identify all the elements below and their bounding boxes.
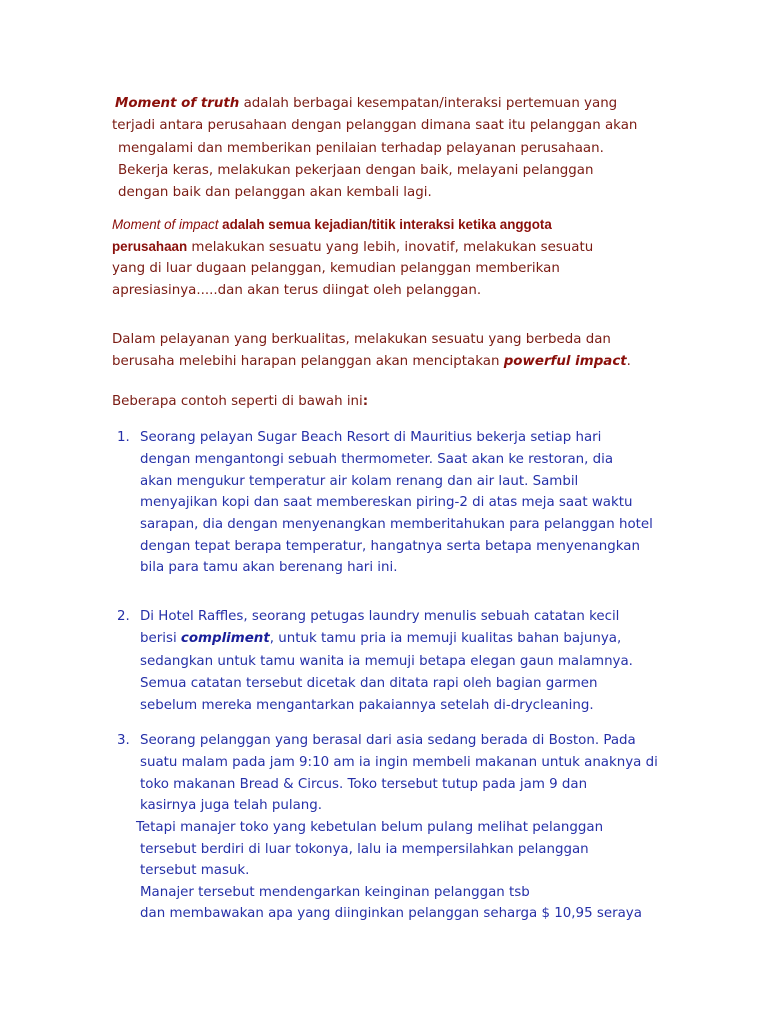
para1-line-2: terjadi antara perusahaan dengan pelanggan dimana saat itu pelanggan akan	[112, 118, 638, 133]
item1-line-1: Seorang pelayan Sugar Beach Resort di Mauritius bekerja setiap hari	[140, 430, 602, 445]
compliment-emphasis: compliment	[180, 631, 270, 646]
para1-line-1	[115, 93, 617, 116]
item3-line-5: Tetapi manajer toko yang kebetulan belum pulang melihat pelanggan	[136, 820, 604, 835]
item3-line-4: kasirnya juga telah pulang.	[140, 798, 323, 813]
item3-line-2: suatu malam pada jam 9:10 am ia ingin membeli makanan untuk anaknya di	[140, 755, 658, 770]
para1-text: adalah berbagai kesempatan/interaksi pertemuan yang	[239, 96, 618, 111]
item3-line-1: Seorang pelanggan yang berasal dari asia sedang berada di Boston. Pada	[140, 733, 636, 748]
para2-line-1	[112, 214, 552, 238]
para4-line	[112, 391, 368, 414]
item3-line-3: toko makanan Bread & Circus. Toko tersebut tutup pada jam 9 dan	[140, 777, 588, 792]
para2-text: melakukan sesuatu yang lebih, inovatif, melakukan sesuatu	[187, 240, 594, 255]
item1-line-7: bila para tamu akan berenang hari ini.	[140, 560, 398, 575]
para3-period: .	[626, 354, 631, 369]
item2-line-4: Semua catatan tersebut dicetak dan ditata rapi oleh bagian garmen	[140, 676, 598, 691]
para2-line-4: apresiasinya.....dan akan terus diingat oleh pelanggan.	[112, 283, 482, 298]
item2-line-3: sedangkan untuk tamu wanita ia memuji betapa elegan gaun malamnya.	[140, 654, 633, 669]
para3-line-2	[112, 351, 631, 374]
para4-text: Beberapa contoh seperti di bawah ini	[112, 394, 363, 409]
item2-line-5: sebelum mereka mengantarkan pakaiannya setelah di-drycleaning.	[140, 698, 594, 713]
list-number-2: 2.	[117, 609, 130, 624]
item1-line-6: dengan tepat berapa temperatur, hangatnya serta betapa menyenangkan	[140, 539, 640, 554]
term-moment-of-impact: Moment of impact	[112, 217, 219, 232]
para1-line-3: mengalami dan memberikan penilaian terhadap pelayanan perusahaan.	[118, 141, 604, 156]
item1-line-2: dengan mengantongi sebuah thermometer. Saat akan ke restoran, dia	[140, 452, 614, 467]
para4-colon: :	[362, 394, 369, 409]
item2-text-post: , untuk tamu pria ia memuji kualitas bahan bajunya,	[269, 631, 622, 646]
item2-line-1: Di Hotel Raffles, seorang petugas laundry menulis sebuah catatan kecil	[140, 609, 620, 624]
para2-line-2	[112, 236, 593, 260]
item1-line-4: menyajikan kopi dan saat membereskan piring-2 di atas meja saat waktu	[140, 495, 633, 510]
item2-text-pre: berisi	[140, 631, 181, 646]
term-moment-of-truth: Moment of truth	[115, 96, 240, 111]
item3-line-7: tersebut masuk.	[140, 863, 250, 878]
list-number-3: 3.	[117, 733, 130, 748]
item2-line-2	[140, 628, 621, 651]
para2-bold-word: perusahaan	[112, 239, 188, 254]
item3-line-6: tersebut berdiri di luar tokonya, lalu ia mempersilahkan pelanggan	[140, 842, 589, 857]
powerful-impact-emphasis: powerful impact	[503, 354, 627, 369]
para3-line-1: Dalam pelayanan yang berkualitas, melakukan sesuatu yang berbeda dan	[112, 332, 611, 347]
para2-line-3: yang di luar dugaan pelanggan, kemudian pelanggan memberikan	[112, 261, 560, 276]
list-number-1: 1.	[117, 430, 130, 445]
item3-line-9: dan membawakan apa yang diinginkan pelanggan seharga $ 10,95 seraya	[140, 906, 642, 921]
item1-line-5: sarapan, dia dengan menyenangkan memberitahukan para pelanggan hotel	[140, 517, 653, 532]
para2-definition: adalah semua kejadian/titik interaksi ketika anggota	[218, 217, 552, 232]
item3-line-8: Manajer tersebut mendengarkan keinginan pelanggan tsb	[140, 885, 530, 900]
item1-line-3: akan mengukur temperatur air kolam renang dan air laut. Sambil	[140, 474, 579, 489]
para1-line-4: Bekerja keras, melakukan pekerjaan dengan baik, melayani pelanggan	[118, 163, 594, 178]
para3-text: berusaha melebihi harapan pelanggan akan menciptakan	[112, 354, 504, 369]
para1-line-5: dengan baik dan pelanggan akan kembali lagi.	[118, 185, 432, 200]
